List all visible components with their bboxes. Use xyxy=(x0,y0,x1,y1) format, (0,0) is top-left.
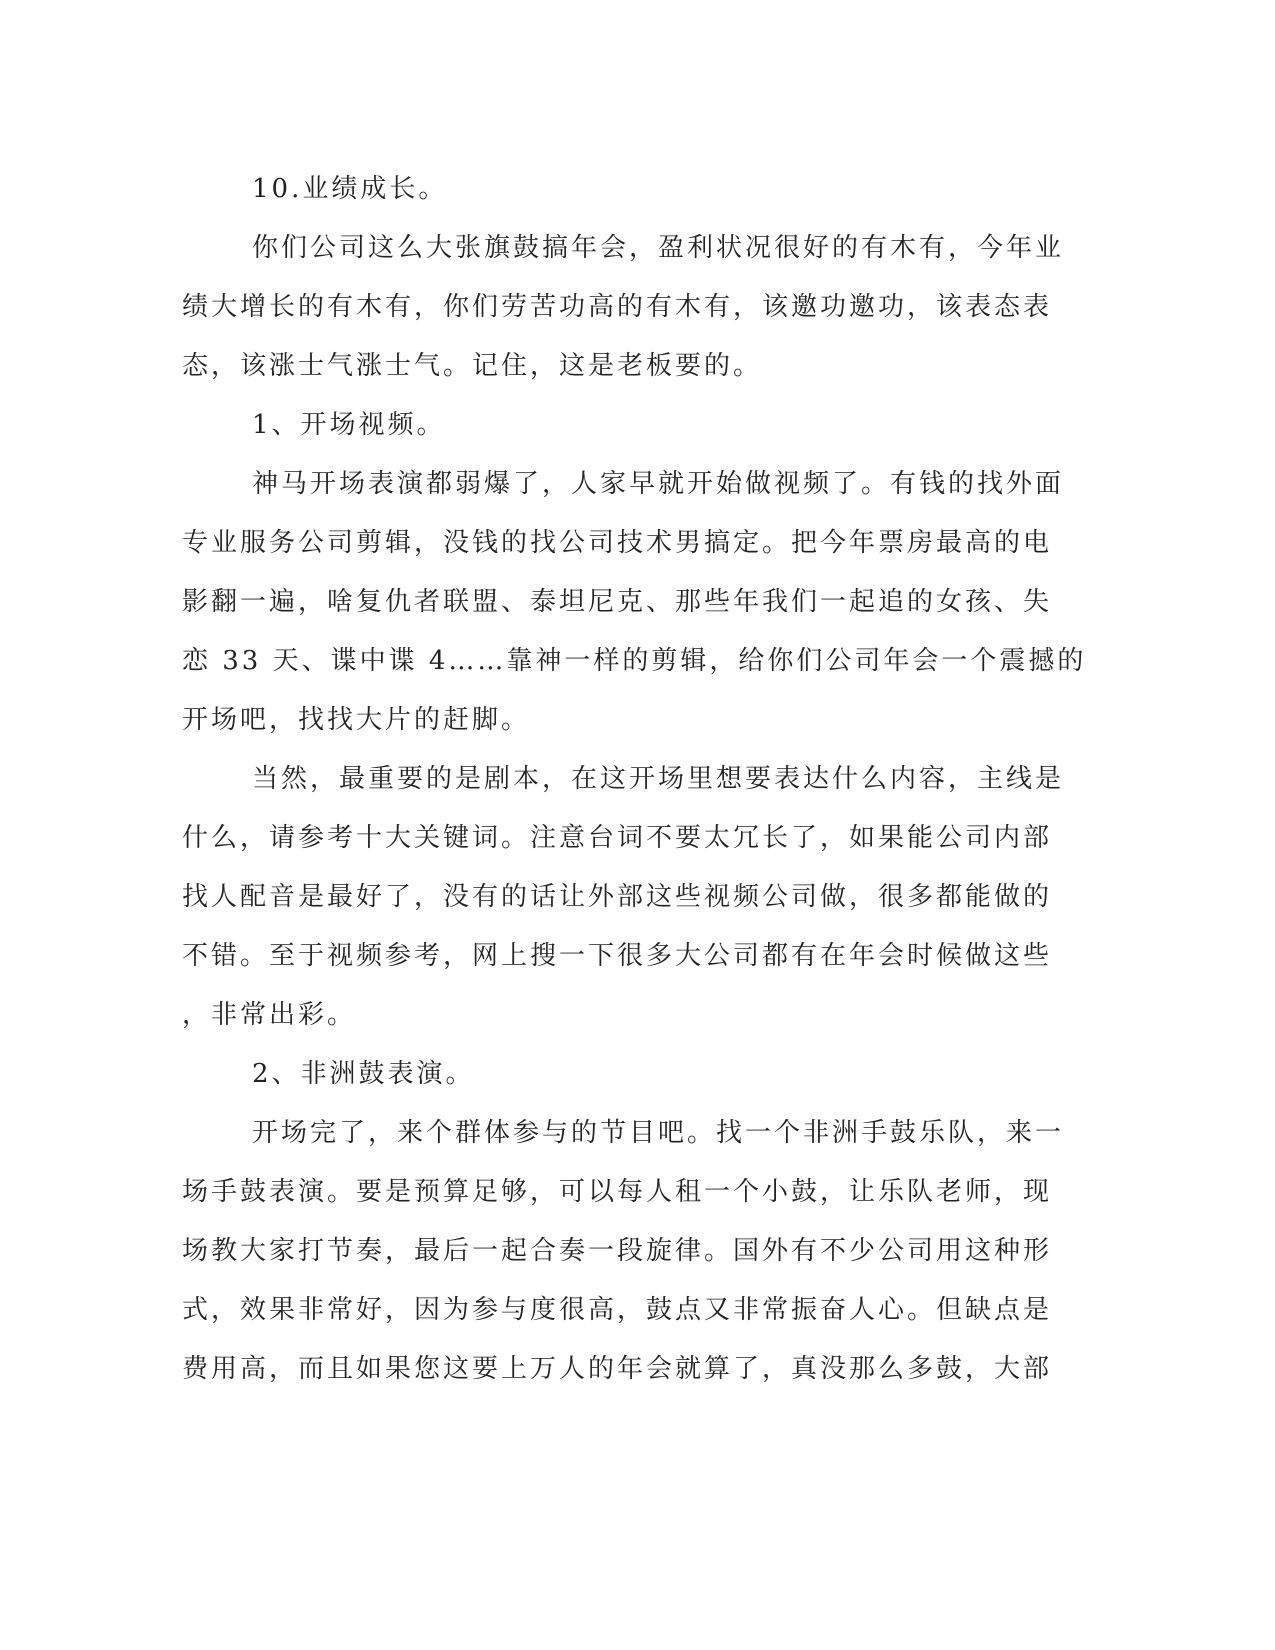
text-line: 费用高，而且如果您这要上万人的年会就算了，真没那么多鼓，大部 xyxy=(182,1354,1053,1384)
text-line: 不错。至于视频参考，网上搜一下很多大公司都有在年会时候做这些 xyxy=(182,941,1053,971)
section-heading-10: 10.业绩成长。 xyxy=(252,174,448,204)
document-body xyxy=(182,160,1087,1399)
text-line: 当然，最重要的是剧本，在这开场里想要表达什么内容，主线是 xyxy=(252,764,1065,794)
text-line: 开场完了，来个群体参与的节目吧。找一个非洲手鼓乐队，来一 xyxy=(252,1118,1065,1148)
paragraph-opening-video xyxy=(182,455,1087,750)
text-line: 恋 33 天、谍中谍 4……靠神一样的剪辑，给你们公司年会一个震撼的 xyxy=(182,646,1087,676)
text-line: ，非常出彩。 xyxy=(182,1000,357,1030)
text-line: 绩大增长的有木有，你们劳苦功高的有木有，该邀功邀功，该表态表 xyxy=(182,292,1053,322)
section-heading-2: 2、非洲鼓表演。 xyxy=(252,1059,475,1089)
text-line: 你们公司这么大张旗鼓搞年会，盈利状况很好的有木有，今年业 xyxy=(252,233,1065,263)
text-line: 神马开场表演都弱爆了，人家早就开始做视频了。有钱的找外面 xyxy=(252,469,1065,499)
text-line: 场教大家打节奏，最后一起合奏一段旋律。国外有不少公司用这种形 xyxy=(182,1236,1053,1266)
text-line: 专业服务公司剪辑，没钱的找公司技术男搞定。把今年票房最高的电 xyxy=(182,528,1053,558)
text-line: 影翻一遍，啥复仇者联盟、泰坦尼克、那些年我们一起追的女孩、失 xyxy=(182,587,1053,617)
text-line: 态，该涨士气涨士气。记住，这是老板要的。 xyxy=(182,351,763,381)
text-line: 场手鼓表演。要是预算足够，可以每人租一个小鼓，让乐队老师，现 xyxy=(182,1177,1053,1207)
section-heading-1: 1、开场视频。 xyxy=(252,410,446,440)
paragraph-african-drum xyxy=(182,1104,1065,1399)
paragraph-performance-growth xyxy=(182,219,1065,396)
text-line: 什么，请参考十大关键词。注意台词不要太冗长了，如果能公司内部 xyxy=(182,823,1053,853)
paragraph-script xyxy=(182,750,1065,1045)
text-line: 开场吧，找找大片的赶脚。 xyxy=(182,705,531,735)
text-line: 找人配音是最好了，没有的话让外部这些视频公司做，很多都能做的 xyxy=(182,882,1053,912)
text-line: 式，效果非常好，因为参与度很高，鼓点又非常振奋人心。但缺点是 xyxy=(182,1295,1053,1325)
